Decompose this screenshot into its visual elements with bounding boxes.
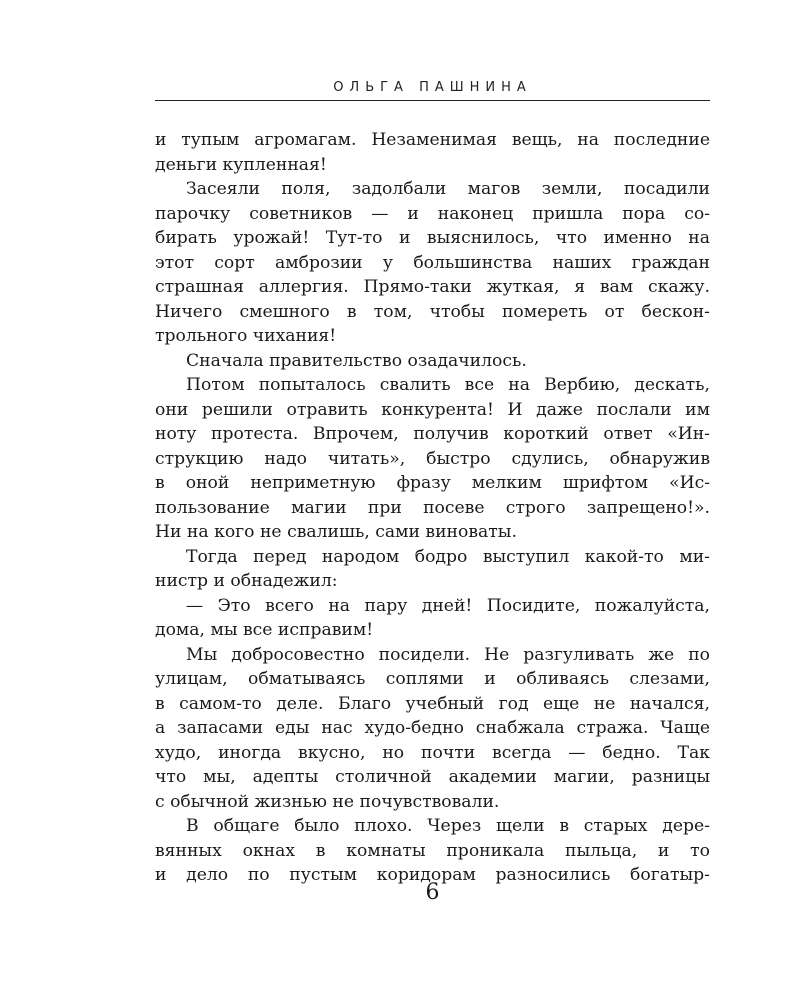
page-number: 6 xyxy=(425,880,440,905)
text-line: деньги купленная! xyxy=(155,154,327,175)
text-line: вянных окнах в комнаты проникала пыльца, и то xyxy=(155,840,710,861)
header-rule xyxy=(155,100,710,101)
text-line: и тупым агромагам. Незаменимая вещь, на последние xyxy=(155,130,710,150)
text-line: улицам, обматываясь соплями и обливаясь слезами, xyxy=(155,669,710,689)
text-line: в оной неприметную фразу мелким шрифтом «Ис- xyxy=(155,473,710,493)
text-line: В общаге было плохо. Через щели в старых дере- xyxy=(186,816,710,836)
text-line: Ни на кого не свалишь, сами виноваты. xyxy=(155,522,517,542)
text-line: этот сорт амброзии у большинства наших граждан xyxy=(155,252,710,273)
text-line: Засеяли поля, задолбали магов земли, посадили xyxy=(186,179,710,199)
text-line: худо, иногда вкусно, но почти всегда — бедно. Так xyxy=(155,742,710,763)
text-line: ноту протеста. Впрочем, получив короткий ответ «Ин- xyxy=(155,424,710,444)
text-line: струкцию надо читать», быстро сдулись, обнаружив xyxy=(155,448,710,469)
text-line: а запасами еды нас худо-бедно снабжала стража. Чаще xyxy=(155,718,710,738)
text-line: — Это всего на пару дней! Посидите, пожалуйста, xyxy=(186,595,710,616)
text-line: дома, мы все исправим! xyxy=(155,620,374,640)
text-line: бирать урожай! Тут-то и выяснилось, что именно на xyxy=(155,228,710,248)
running-head-author: ОЛЬГА ПАШНИНА xyxy=(333,80,532,95)
text-line: и дело по пустым коридорам разносились богатыр- xyxy=(155,865,710,885)
text-line: парочку советников — и наконец пришла пора со- xyxy=(155,203,710,224)
text-line: с обычной жизнью не почувствовали. xyxy=(155,791,500,812)
text-line: в самом-то деле. Благо учебный год еще не начался, xyxy=(155,693,710,714)
text-line: Потом попыталось свалить все на Вербию, дескать, xyxy=(186,375,710,395)
text-line: страшная аллергия. Прямо-таки жуткая, я вам скажу. xyxy=(155,277,710,297)
text-line: Сначала правительство озадачилось. xyxy=(186,350,527,371)
text-line: Тогда перед народом бодро выступил какой-то ми- xyxy=(186,546,710,567)
text-line: пользование магии при посеве строго запрещено!». xyxy=(155,497,710,518)
text-line: Мы добросовестно посидели. Не разгуливать же по xyxy=(186,644,710,665)
text-line: что мы, адепты столичной академии магии, разницы xyxy=(155,767,710,787)
body-text xyxy=(155,128,710,888)
text-line: нистр и обнадежил: xyxy=(155,571,338,591)
text-line: трольного чихания! xyxy=(155,326,337,346)
text-line: они решили отравить конкурента! И даже послали им xyxy=(155,399,710,420)
text-line: Ничего смешного в том, чтобы помереть от бескон- xyxy=(155,301,710,322)
